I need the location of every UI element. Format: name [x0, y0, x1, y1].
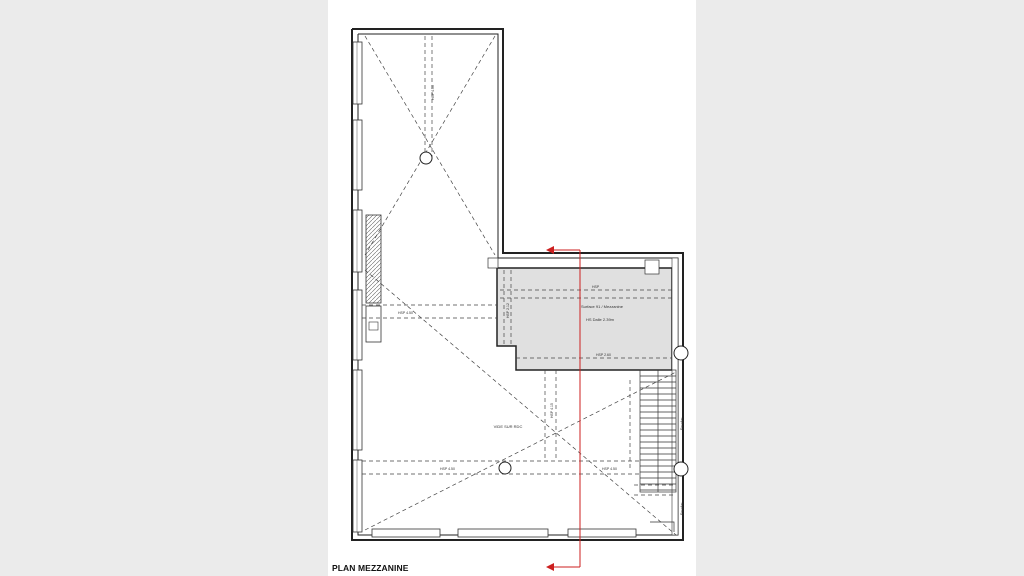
stair-side-label: Escalier [680, 417, 684, 430]
chimney-hatch [366, 215, 381, 303]
hsp-left-label: HSP 4.50 [398, 311, 413, 315]
hsp-top-label: HSP 4.50 [431, 85, 435, 100]
hsp-bottom-right-label: HSP 4.50 [602, 467, 617, 471]
hsp-mezz-bottom-label: HSP 2.60 [596, 353, 611, 357]
hsp-mezz-vertical-label: HSP 2.12 [506, 303, 510, 318]
void-label: VIDE SUR RDC [493, 424, 523, 429]
left-niche [366, 306, 381, 342]
stair-lower-label: Escalier [680, 502, 684, 515]
mezzanine-slab [497, 268, 672, 370]
staircase [640, 370, 676, 492]
plan-title: PLAN MEZZANINE [332, 563, 409, 573]
hsp-lower-vertical-label: HSP 4.15 [550, 403, 554, 418]
hsp-bottom-left-label: HSP 4.50 [440, 467, 455, 471]
mezz-corner-box [645, 260, 659, 274]
mezzanine-surface-label: Surface 91 / Mezzanine [580, 304, 624, 309]
mezzanine-height-label: HS Dalle 2.39m [585, 317, 615, 322]
section-arrow-bottom [546, 563, 554, 571]
corner-post [488, 258, 498, 268]
hsp-mezz-top-label: HSP [592, 285, 600, 289]
bottom-wall-windows [372, 529, 636, 537]
right-wall-strip [672, 258, 678, 535]
